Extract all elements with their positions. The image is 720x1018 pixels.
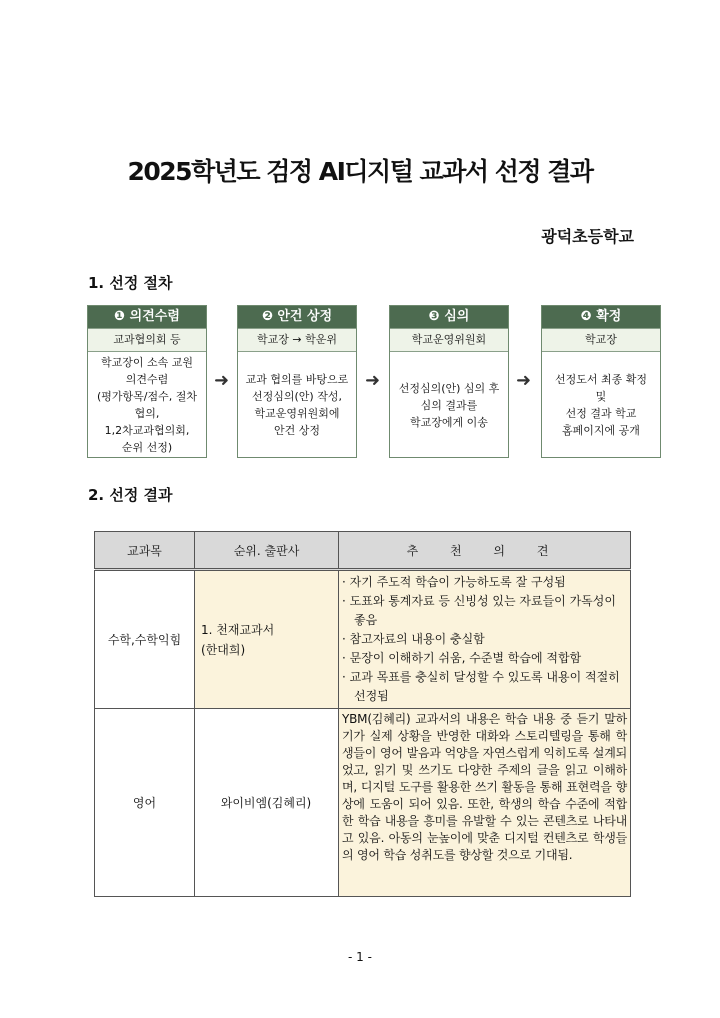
opinion-cell — [339, 570, 631, 709]
section-heading-procedure: 1. 선정 절차 — [88, 274, 173, 292]
step-title: ❸ 심의 — [390, 306, 508, 328]
step-actor: 학교장 → 학운위 — [238, 328, 356, 352]
opinion-item: · 참고자료의 내용이 충실함 — [342, 632, 485, 646]
school-name: 광덕초등학교 — [541, 227, 634, 246]
step-deliberation — [389, 305, 509, 458]
page-title: 2025학년도 검정 AI디지털 교과서 선정 결과 — [127, 157, 593, 186]
publisher-text: 1. 천재교과서 (한대희) — [201, 622, 275, 657]
header-subject: 교과목 — [95, 532, 195, 570]
opinion-item: · 교과 목표를 충실히 달성할 수 있도록 내용이 적절히 선정됨 — [342, 670, 620, 703]
arrow-right-icon: ➜ — [516, 370, 532, 391]
header-opinion: 추 천 의 견 — [339, 532, 631, 570]
step-title: ❷ 안건 상정 — [238, 306, 356, 328]
publisher-cell: 와이비엠(김혜리) — [195, 709, 339, 897]
arrow-right-icon: ➜ — [365, 370, 381, 391]
step-title: ❹ 확정 — [542, 306, 660, 328]
step-opinion-collection — [87, 305, 207, 458]
step-description: 선정도서 최종 확정 및 선정 결과 학교 홈페이지에 공개 — [554, 373, 647, 437]
arrow-right-icon: ➜ — [214, 370, 230, 391]
step-title: ❶ 의견수렴 — [88, 306, 206, 328]
step-actor: 교과협의회 등 — [88, 328, 206, 352]
publisher-cell — [195, 570, 339, 709]
step-actor: 학교운영위원회 — [390, 328, 508, 352]
subject-cell: 수학,수학익힘 — [95, 570, 195, 709]
step-actor: 학교장 — [542, 328, 660, 352]
step-confirmation — [541, 305, 661, 458]
opinion-item: · 문장이 이해하기 쉬움, 수준별 학습에 적합함 — [342, 651, 582, 665]
step-agenda-submission — [237, 305, 357, 458]
opinion-item: · 도표와 통계자료 등 신빙성 있는 자료들이 가독성이 좋음 — [342, 594, 616, 627]
section-heading-results: 2. 선정 결과 — [88, 486, 173, 504]
opinion-item: · 자기 주도적 학습이 가능하도록 잘 구성됨 — [342, 575, 566, 589]
page-number: - 1 - — [348, 950, 372, 964]
step-description: 교과 협의를 바탕으로 선정심의(안) 작성, 학교운영위원회에 안건 상정 — [245, 373, 349, 437]
header-publisher: 순위. 출판사 — [195, 532, 339, 570]
table-row — [95, 709, 631, 897]
subject-cell: 영어 — [95, 709, 195, 897]
opinion-paragraph: YBM(김혜리) 교과서의 내용은 학습 내용 중 듣기 말하기가 실제 상황을 반영한 대화와 스토리텔링을 통해 학생들이 영어 발음과 억양을 자연스럽게 익히도록 설계되었고, 읽기 및 쓰기도 다양한 주제의 글을 읽고 이해하며, 디지털 도구를 활용한 쓰기 활동을 통해 표현력을 향상에 도움이 되어 있음. 또한, 학생의 학습 수준에 적합한 학습 내용을 흥미를 유발할 수 있는 콘텐츠로 나타내고 있음. 아동의 눈높이에 맞춘 디지털 컨텐츠로 학생들의 영어 학습 성취도를 향상할 것으로 기대됨. — [342, 712, 627, 862]
step-description: 선정심의(안) 심의 후 심의 결과를 학교장에게 이송 — [398, 381, 500, 429]
selection-results-table — [94, 531, 631, 897]
table-row — [95, 570, 631, 709]
step-description: 학교장이 소속 교원 의견수렴 (평가항목/점수, 절차 협의, 1,2차교과협의회, 순위 선정) — [97, 356, 197, 454]
opinion-cell — [339, 709, 631, 897]
